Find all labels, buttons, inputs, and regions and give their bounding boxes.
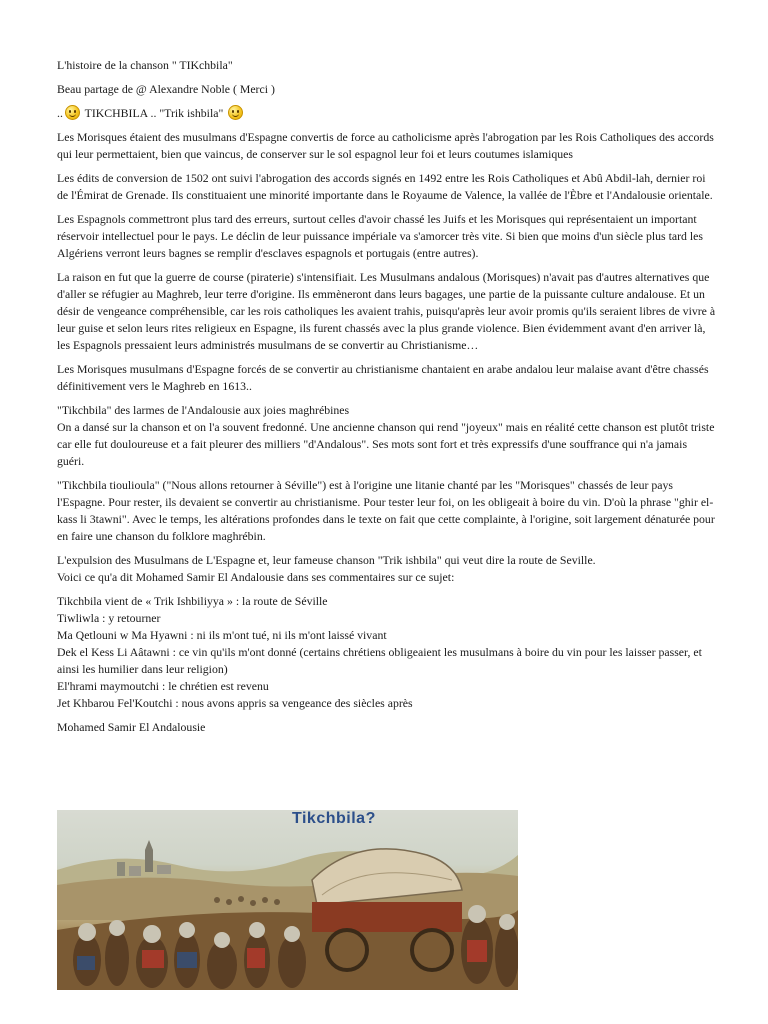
paragraph: Les Espagnols commettront plus tard des erreurs, surtout celles d'avoir chassé les Juifs et les Morisques qui représentaient un important réservoir intellectuel pour le pays. Le déclin de leur puissance impériale va s'amorcer très vite. Si bien que moins d'un siècle plus tard les Algériens verront leurs bagnes se remplir d'esclaves espagnols et portugais (entre autres). [57, 212, 703, 260]
illustration-caption: Tikchbila? [292, 810, 376, 827]
lyrics-line: El'hrami maymoutchi : le chrétien est revenu [57, 679, 269, 693]
exodus-painting [57, 810, 518, 990]
lyrics-line: Dek el Kess Li Aâtawni : ce vin qu'ils m'ont donné (certains chrétiens obligeaient les musulmans à boire du vin pour les laisser passer, et ainsi les humilier dans leur religion) [57, 645, 702, 676]
lyrics-line: Jet Khbarou Fel'Koutchi : nous avons appris sa vengeance des siècles après [57, 696, 413, 710]
song-prefix: .. [57, 106, 63, 120]
section-heading: "Tikchbila" des larmes de l'Andalousie aux joies maghrébines [57, 403, 350, 417]
lyrics-list [57, 593, 717, 712]
song-title: TIKCHBILA .. "Trik ishbila" [81, 106, 227, 120]
smiley-icon [65, 105, 80, 120]
lyrics-line: Tikchbila vient de « Trik Ishbiliyya » : la route de Séville [57, 594, 328, 608]
song-line [57, 105, 717, 122]
document-title: L'histoire de la chanson " TIKchbila" [57, 58, 233, 72]
expulsion-line: L'expulsion des Musulmans de L'Espagne et, leur fameuse chanson "Trik ishbila" qui veut dire la route de Seville. [57, 553, 596, 567]
paragraph: La raison en fut que la guerre de course (piraterie) s'intensifiait. Les Musulmans andalous (Morisques) n'avait pas d'autres alternatives que d'aller se réfugier au Maghreb, leur terre d'origine. Ils emmèneront dans leurs bagages, une partie de la puissante culture andalouse. Et un désir de vengeance compréhensible, car les rois catholiques les avaient trahis, puisqu'après leur avoir promis qu'ils seraient libres de vivre à leur guise et selon leurs rites religieux en Espagne, ils furent chassés avec la plus grande violence. Bien évidemment avant d'en arriver là, les Espagnols pressaient leurs administrés musulmans de se convertir au Christianisme… [57, 270, 716, 352]
paragraph: "Tikchbila tioulioula" ("Nous allons retourner à Séville") est à l'origine une litanie chanté par les "Morisques" chassés de leur pays l'Espagne. Pour rester, ils devaient se convertir au christianisme. Pour tester leur foi, on les obligeait à boire du vin. D'où la phrase "ghir el-kass li 3tawni". Avec le temps, les altérations profondes dans le texte on fait que cette complainte, à l'origine, soit largement dénaturée pour en faire une chanson du folklore maghrébin. [57, 478, 715, 543]
signature: Mohamed Samir El Andalousie [57, 720, 206, 734]
document-body [57, 57, 717, 743]
paragraph: Les édits de conversion de 1502 ont suivi l'abrogation des accords signés en 1492 entre les Rois Catholiques et Abû Abdil-lah, dernier roi de l'Émirat de Grenade. Ils constituaient une minorité importante dans le Royaume de Valence, la vallée de l'Èbre et l'Andalousie orientale. [57, 171, 713, 202]
credit-line: Beau partage de @ Alexandre Noble ( Merci ) [57, 82, 275, 96]
paragraph: On a dansé sur la chanson et on l'a souvent fredonné. Une ancienne chanson qui rend "joyeux" mais en réalité cette chanson est plutôt triste car elle fut douloureuse et a fait pleurer des milliers "d'Andalous". Ses mots sont fort et très expressifs d'une souffrance qui n'a jamais guéri. [57, 420, 715, 468]
exodus-illustration [57, 810, 518, 990]
smiley-icon [228, 105, 243, 120]
paragraph: Les Morisques étaient des musulmans d'Espagne convertis de force au catholicisme après l'abrogation par les Rois Catholiques des accords qui leur permettaient, bien que vaincus, de conserver sur le sol espagnol leur foi et leurs coutumes islamiques [57, 130, 714, 161]
lyrics-line: Tiwliwla : y retourner [57, 611, 161, 625]
quote-intro: Voici ce qu'a dit Mohamed Samir El Andalousie dans ses commentaires sur ce sujet: [57, 570, 455, 584]
paragraph: Les Morisques musulmans d'Espagne forcés de se convertir au christianisme chantaient en arabe andalou leur malaise avant d'être chassés définitivement vers le Maghreb en 1613.. [57, 362, 709, 393]
lyrics-line: Ma Qetlouni w Ma Hyawni : ni ils m'ont tué, ni ils m'ont laissé vivant [57, 628, 387, 642]
